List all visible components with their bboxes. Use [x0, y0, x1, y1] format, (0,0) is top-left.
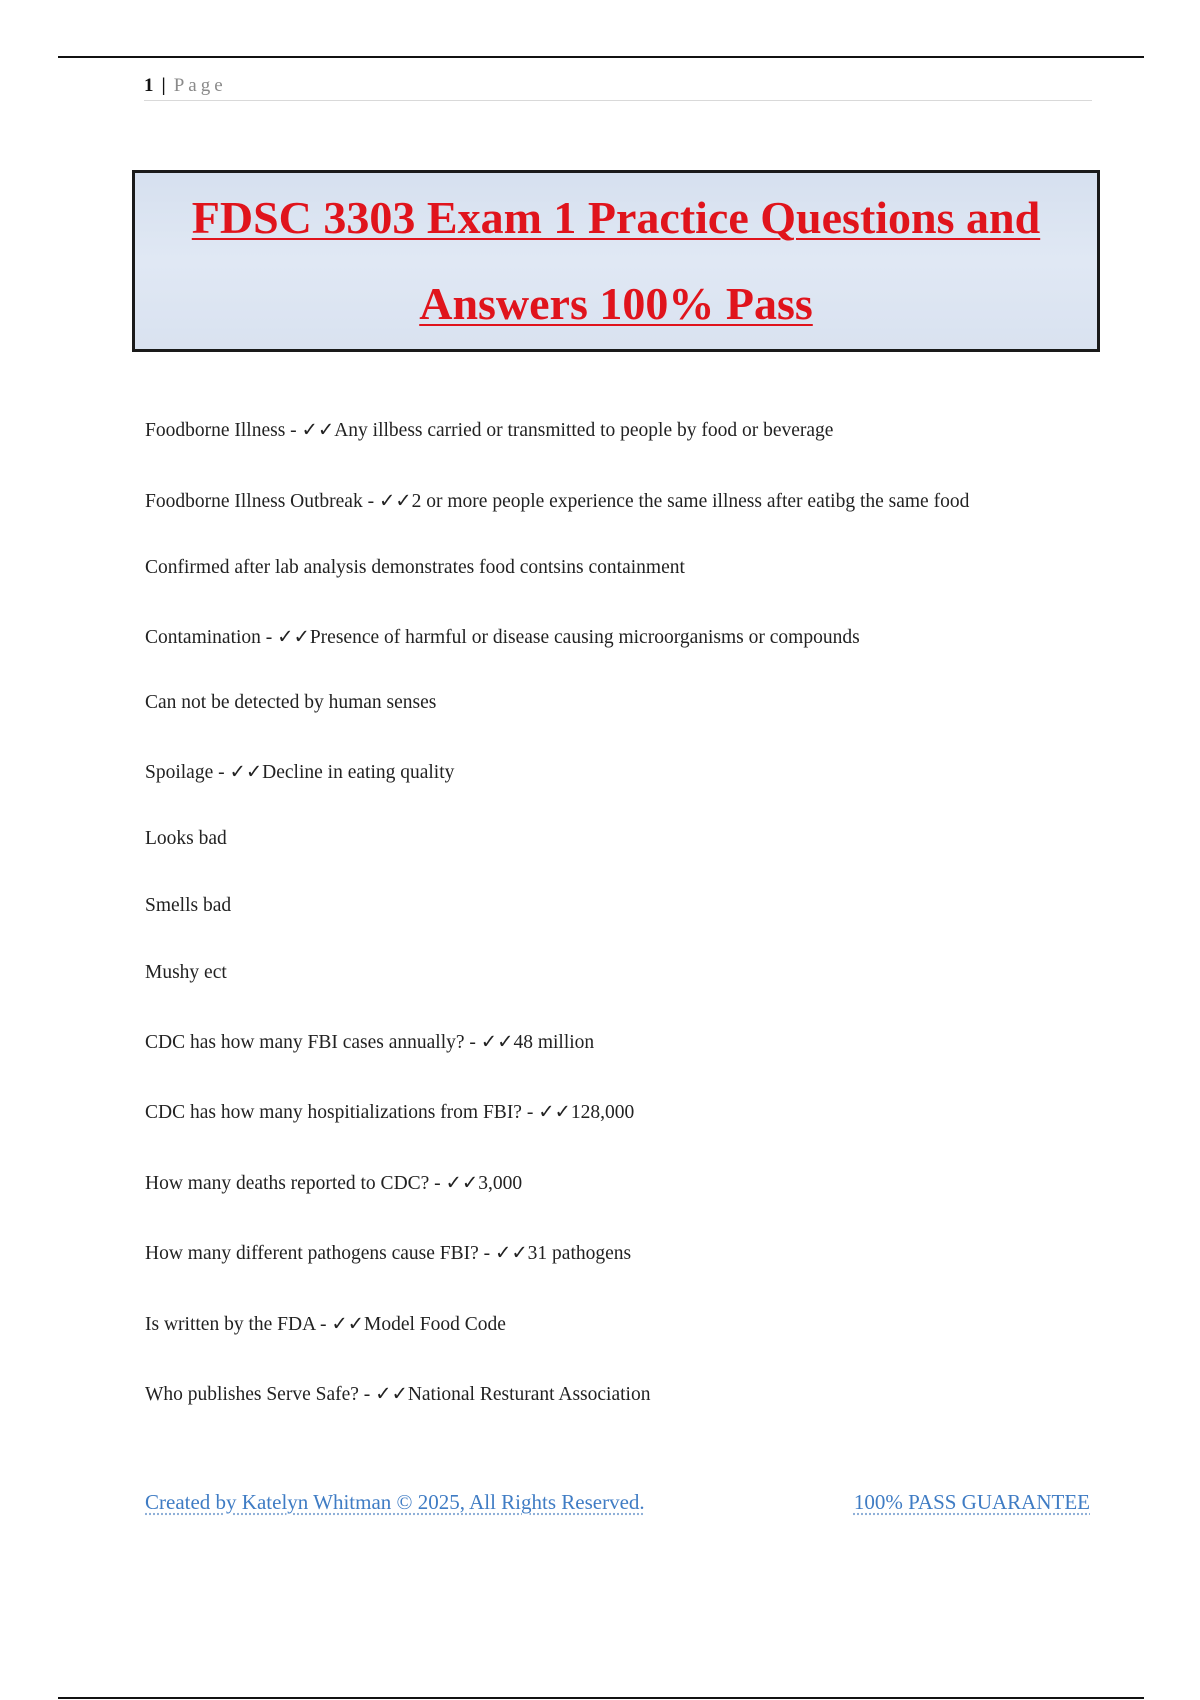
qa-item: Can not be detected by human senses: [145, 692, 437, 713]
qa-item: Looks bad: [145, 828, 227, 849]
page-word: Page: [173, 75, 227, 96]
title-line-2: Answers 100% Pass: [419, 278, 813, 329]
qa-item: Mushy ect: [145, 962, 227, 983]
qa-item: Smells bad: [145, 895, 232, 916]
footer-copyright: Created by Katelyn Whitman © 2025, All Rights Reserved.: [145, 1490, 645, 1514]
page-header: [144, 72, 1092, 101]
qa-item: Spoilage - ✓✓Decline in eating quality: [145, 762, 455, 783]
page-footer: [145, 1490, 1090, 1515]
bottom-rule: [58, 1697, 1144, 1699]
footer-guarantee: 100% PASS GUARANTEE: [853, 1490, 1090, 1514]
title-line-1: FDSC 3303 Exam 1 Practice Questions and: [191, 192, 1041, 243]
qa-item: CDC has how many hospitializations from FBI? - ✓✓128,000: [145, 1102, 635, 1123]
qa-item: How many deaths reported to CDC? - ✓✓3,000: [145, 1173, 523, 1194]
qa-item: Is written by the FDA - ✓✓Model Food Code: [145, 1314, 506, 1335]
qa-item: Confirmed after lab analysis demonstrates food contsins containment: [145, 557, 685, 578]
qa-item: Contamination - ✓✓Presence of harmful or disease causing microorganisms or compounds: [145, 627, 860, 648]
qa-item: Who publishes Serve Safe? - ✓✓National Resturant Association: [145, 1384, 651, 1405]
qa-item: How many different pathogens cause FBI? - ✓✓31 pathogens: [145, 1243, 632, 1264]
page-separator: |: [161, 75, 166, 96]
title-box: [132, 170, 1100, 352]
qa-item: Foodborne Illness - ✓✓Any illbess carried or transmitted to people by food or beverage: [145, 420, 834, 441]
qa-item: CDC has how many FBI cases annually? - ✓✓48 million: [145, 1032, 595, 1053]
qa-item: Foodborne Illness Outbreak - ✓✓2 or more people experience the same illness after eatibg the same food: [145, 491, 970, 512]
page-number: 1: [144, 75, 154, 96]
top-rule: [58, 56, 1144, 58]
